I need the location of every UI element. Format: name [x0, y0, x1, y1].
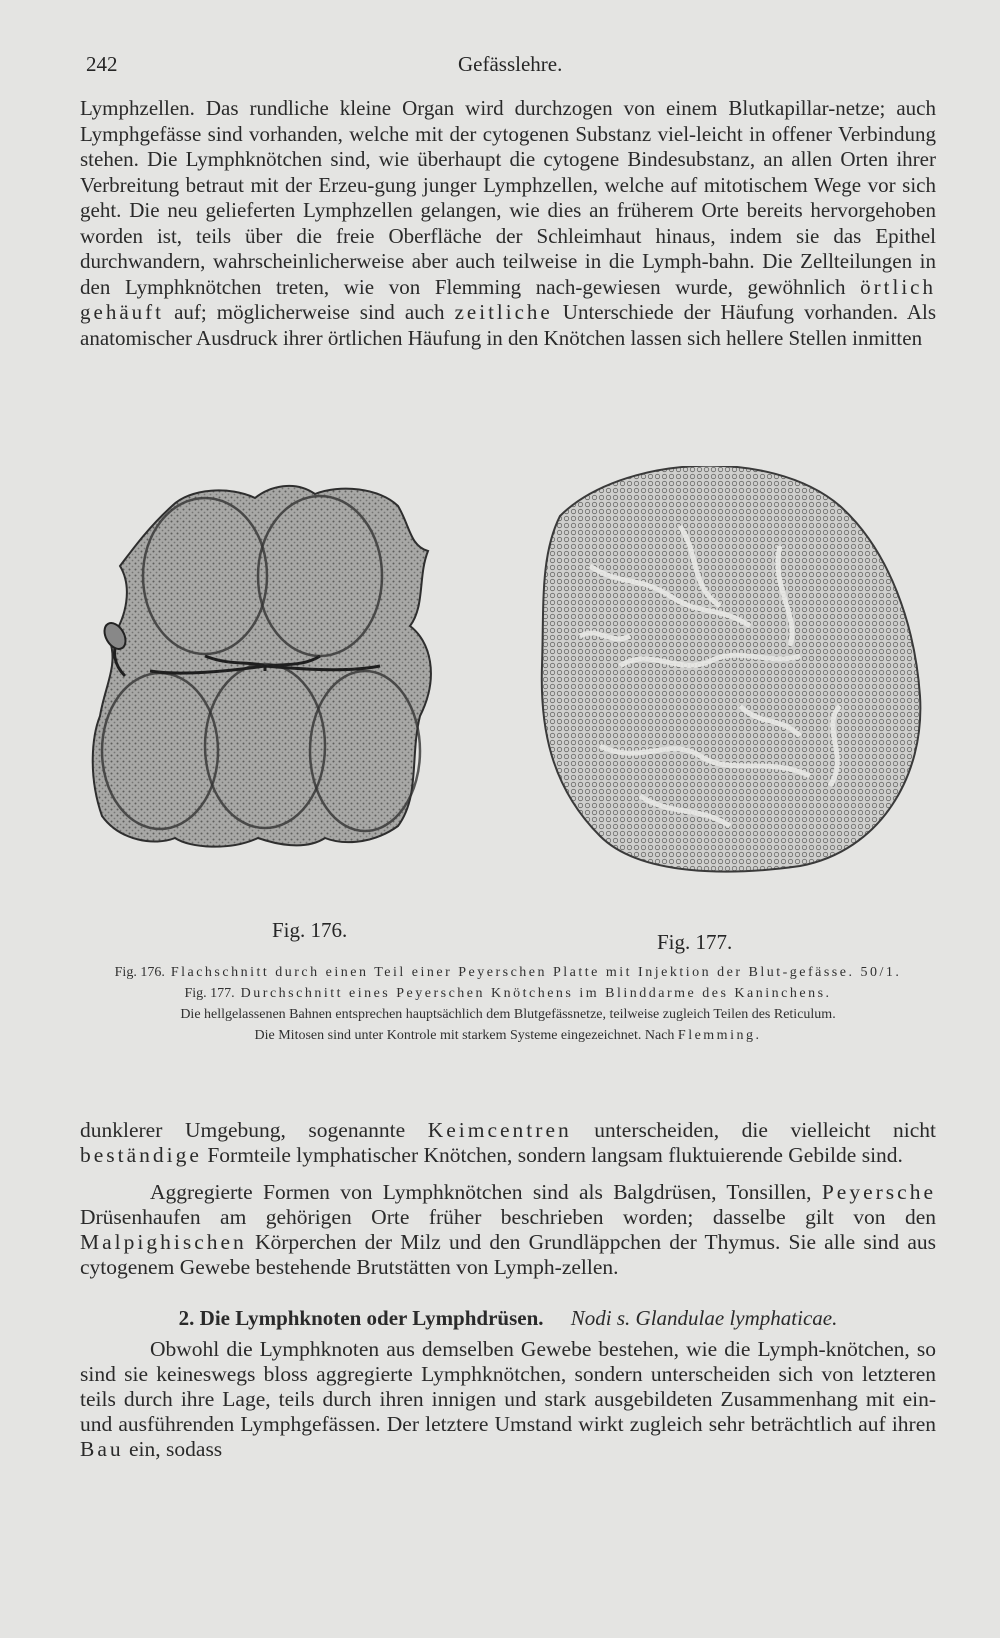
- page-number: 242: [86, 52, 118, 76]
- text-run: unterscheiden, die vielleicht nicht: [594, 1118, 936, 1142]
- text-run: auf; möglicherweise sind auch: [174, 300, 445, 324]
- caption-text: Durchschnitt eines Peyerschen Knötchens im Blinddarme des Kaninchens.: [240, 986, 832, 1001]
- text-run: Unterschiede der Häufung vorhanden. Als anatomischer Ausdruck ihrer örtlichen Häufung in den Knötchen lassen sich hellere Stellen inmitten: [80, 300, 937, 350]
- spaced-emphasis: zeitliche: [454, 300, 553, 324]
- text-run: Formteile lymphatischer Knötchen, sondern langsam fluktuierende Gebilde sind.: [207, 1143, 903, 1167]
- spaced-emphasis: Bau: [80, 1437, 124, 1461]
- caption-figref: Fig. 176.: [114, 965, 165, 980]
- paragraph-aggregierte: [80, 1180, 936, 1280]
- page-header: [86, 52, 920, 82]
- text-run: Obwohl die Lymphknoten aus demselben Gewebe bestehen, wie die Lymph-knötchen, so sind sie keineswegs bloss aggregierte Lymphknötchen, sondern unterscheiden sich von letzteren teils durch ihre Lage, teils durch ihren innigen und stark ausgebildeten Zusammenhang mit ein- und ausführenden Lymphgefässen. Der letztere Umstand wirkt zugleich sehr beträchtlich auf ihren: [80, 1337, 936, 1436]
- spaced-emphasis: Peyersche: [821, 1180, 936, 1204]
- fig177-label: Fig. 177.: [657, 930, 733, 954]
- spaced-emphasis: beständige: [80, 1143, 202, 1167]
- spaced-emphasis: Keimcentren: [427, 1118, 572, 1142]
- caption-text: Die Mitosen sind unter Kontrole mit starkem Systeme eingezeichnet. Nach: [254, 1028, 675, 1043]
- lower-text: [80, 1118, 936, 1462]
- paragraph-lymphknoten: [80, 1337, 936, 1462]
- spaced-emphasis: örtlich gehäuft: [80, 274, 936, 324]
- section-heading: [80, 1306, 936, 1331]
- fig176-label: Fig. 176.: [272, 918, 348, 942]
- fig177-illustration: [542, 466, 921, 872]
- caption-figref: Fig. 177.: [184, 986, 235, 1001]
- paragraph-text: [80, 96, 936, 351]
- text-run: dunklerer Umgebung, sogenannte: [80, 1118, 406, 1142]
- upper-paragraph: [80, 96, 936, 351]
- section-latin-title: Nodi s. Glandulae lymphaticae.: [570, 1306, 838, 1330]
- section-title: Die Lymphknoten oder Lymphdrüsen.: [199, 1306, 544, 1330]
- text-run: Drüsenhaufen am gehörigen Orte früher beschrieben worden; dasselbe gilt von den: [80, 1205, 936, 1229]
- fig176-illustration: [93, 486, 431, 847]
- text-run: Aggregierte Formen von Lymphknötchen sind als Balgdrüsen, Tonsillen,: [150, 1180, 812, 1204]
- fig177-caption-line2: Die hellgelassenen Bahnen entsprechen hauptsächlich dem Blutgefässnetze, teilweise zugleich Teilen des Reticulum.: [180, 1007, 836, 1022]
- text-run: ein, sodass: [129, 1437, 223, 1461]
- paragraph-keimcentren: [80, 1118, 936, 1168]
- text-run: Lymphzellen. Das rundliche kleine Organ wird durchzogen von einem Blutkapillar-netze; auch Lymphgefässe sind vorhanden, welche mit der cytogenen Substanz viel-leicht in offener Verbindung stehen. Die Lymphknötchen sind, wie überhaupt die cytogene Bindesubstanz, an allen Orten ihrer Verbreitung betraut mit der Erzeu-gung junger Lymphzellen, welche auf mitotischem Wege vor sich geht. Die neu gelieferten Lymphzellen gelangen, wie dies an früherem Orte bereits hervorgehoben worden ist, teils über die freie Oberfläche der Schleimhaut hinaus, indem sie das Epithel durchwandern, wahrscheinlicherweise aber auch teilweise in die Lymph-bahn. Die Zellteilungen in den Lymphknötchen treten, wie von Flemming nach-gewiesen wurde, gewöhnlich: [80, 96, 936, 299]
- fig177-caption: [80, 983, 936, 1004]
- running-title: Gefässlehre.: [458, 52, 563, 76]
- text-run: Körperchen der Milz und den Grundläppchen der Thymus. Sie alle sind aus cytogenem Gewebe bestehende Brutstätten von Lymph-zellen.: [80, 1230, 936, 1279]
- fig176-caption: [80, 962, 936, 983]
- fig177-caption-line3: [80, 1025, 936, 1046]
- figure-illustrations: [80, 466, 936, 936]
- figure-captions: [80, 962, 936, 1046]
- author-name: Flemming.: [677, 1028, 762, 1043]
- figure-area: [80, 466, 936, 954]
- caption-text: Flachschnitt durch einen Teil einer Peyerschen Platte mit Injektion der Blut-gefässe. 50/1.: [170, 965, 902, 980]
- spaced-emphasis: Malpighischen: [80, 1230, 247, 1254]
- follicle-outline: [542, 466, 921, 872]
- section-number: 2.: [178, 1306, 195, 1330]
